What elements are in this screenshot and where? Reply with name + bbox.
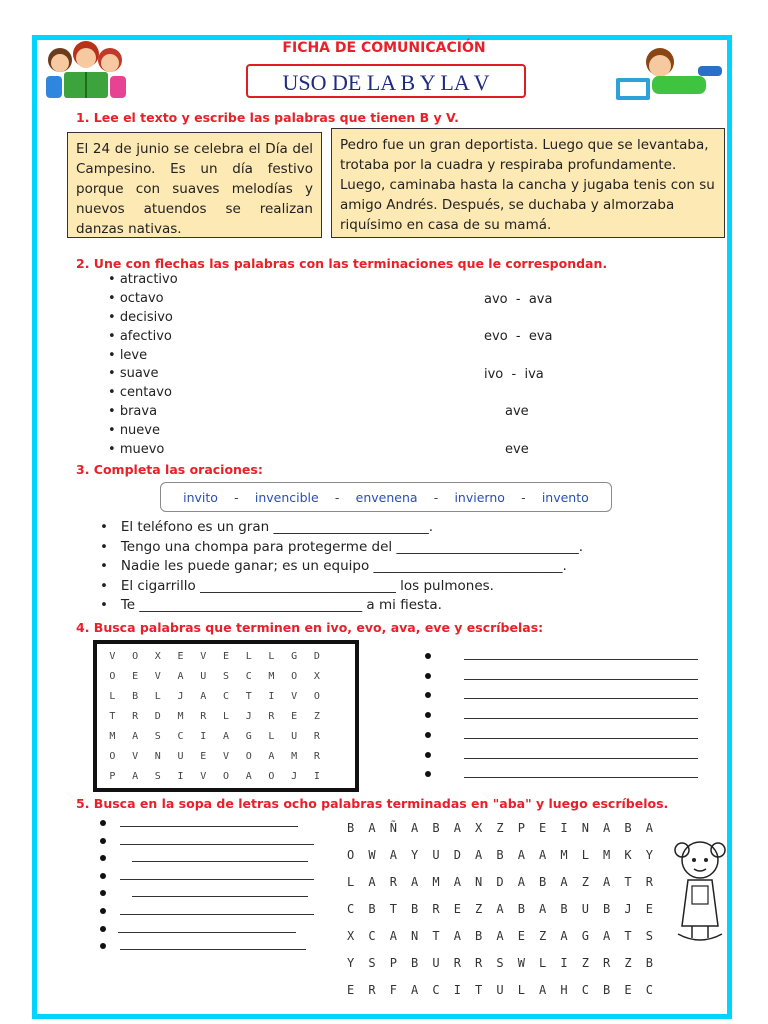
girl-illustration <box>672 838 728 946</box>
grid-letter: H <box>560 983 568 998</box>
q2-label: 2. Une con flechas las palabras con las terminaciones que le correspondan. <box>76 256 608 271</box>
grid-letter: P <box>109 770 116 782</box>
grid-letter: W <box>517 956 525 971</box>
grid-letter: U <box>177 750 184 762</box>
grid-letter: L <box>581 847 589 862</box>
q2-ending: avo - ava <box>484 292 553 307</box>
grid-letter: O <box>222 770 229 782</box>
grid-letter: I <box>200 730 207 742</box>
grid-letter: A <box>389 847 397 862</box>
q3-sentence: • El cigarrillo _____________________________ los pulmones. <box>100 577 494 594</box>
grid-letter: Y <box>347 956 355 971</box>
grid-letter: A <box>368 820 376 835</box>
grid-letter: A <box>411 983 419 998</box>
bullet-dot <box>425 732 431 738</box>
bullet-dot <box>425 673 431 679</box>
grid-letter: G <box>291 650 298 662</box>
answer-line[interactable] <box>464 698 698 699</box>
grid-letter: L <box>517 983 525 998</box>
grid-letter: N <box>581 820 589 835</box>
grid-letter: T <box>624 929 632 944</box>
grid-letter: X <box>154 650 161 662</box>
grid-letter: L <box>245 650 252 662</box>
answer-line[interactable] <box>118 932 296 933</box>
bank-word: invencible <box>254 489 319 505</box>
grid-letter: M <box>603 847 611 862</box>
grid-letter: B <box>411 901 419 916</box>
grid-letter: O <box>109 670 116 682</box>
word-search-grid-1 <box>93 640 359 792</box>
grid-letter: A <box>517 847 525 862</box>
grid-letter: A <box>389 929 397 944</box>
grid-letter: I <box>453 983 461 998</box>
grid-letter: R <box>475 956 483 971</box>
grid-letter: N <box>475 874 483 889</box>
grid-letter: X <box>313 670 320 682</box>
bullet-dot <box>100 820 106 826</box>
grid-letter: A <box>539 847 547 862</box>
grid-letter: V <box>200 770 207 782</box>
grid-letter: I <box>560 956 568 971</box>
grid-letter: C <box>368 929 376 944</box>
grid-letter: V <box>109 650 116 662</box>
grid-letter: A <box>132 730 139 742</box>
grid-letter: C <box>347 901 355 916</box>
q2-word: • nueve <box>108 423 160 439</box>
grid-letter: N <box>411 929 419 944</box>
grid-letter: V <box>132 750 139 762</box>
q3-sentence: • El teléfono es un gran _______________________. <box>100 519 434 535</box>
grid-letter: B <box>368 901 376 916</box>
q2-word: • centavo <box>108 385 172 401</box>
grid-letter: A <box>539 901 547 916</box>
grid-letter: P <box>517 820 525 835</box>
grid-letter: B <box>603 901 611 916</box>
grid-letter: B <box>475 929 483 944</box>
bank-separator: - <box>433 489 439 505</box>
grid-letter: Ñ <box>389 820 397 835</box>
grid-letter: O <box>245 750 252 762</box>
grid-letter: E <box>200 750 207 762</box>
answer-line[interactable] <box>132 861 308 862</box>
grid-letter: A <box>268 750 275 762</box>
grid-letter: M <box>432 874 440 889</box>
grid-letter: D <box>313 650 320 662</box>
grid-letter: U <box>432 956 440 971</box>
bank-word: invento <box>541 489 589 505</box>
grid-letter: E <box>645 901 653 916</box>
grid-letter: A <box>560 874 568 889</box>
grid-letter: R <box>200 710 207 722</box>
grid-letter <box>328 726 351 746</box>
grid-letter: U <box>200 670 207 682</box>
answer-line[interactable] <box>464 758 698 759</box>
grid-letter: Z <box>581 874 589 889</box>
grid-letter <box>328 646 351 666</box>
grid-letter: V <box>154 670 161 682</box>
grid-letter: A <box>539 983 547 998</box>
answer-line[interactable] <box>120 949 306 950</box>
grid-letter <box>328 746 351 766</box>
q3-sentence: • Nadie les puede ganar; es un equipo ____________________________. <box>100 558 567 574</box>
grid-letter: V <box>222 750 229 762</box>
q2-word: • atractivo <box>108 272 178 287</box>
grid-letter: P <box>389 956 397 971</box>
bullet-dot <box>100 908 106 914</box>
grid-letter: T <box>245 690 252 702</box>
grid-letter: M <box>268 670 275 682</box>
grid-letter: U <box>432 847 440 862</box>
grid-letter: B <box>603 983 611 998</box>
grid-letter: O <box>109 750 116 762</box>
word-search-grid-2 <box>340 814 660 1004</box>
answer-line[interactable] <box>132 896 308 897</box>
grid-letter: J <box>291 770 298 782</box>
worksheet-subtitle: FICHA DE COMUNICACIÓN <box>282 40 486 56</box>
grid-letter: L <box>268 650 275 662</box>
grid-letter: F <box>389 983 397 998</box>
grid-letter: B <box>624 820 632 835</box>
grid-letter: B <box>517 901 525 916</box>
grid-letter: M <box>291 750 298 762</box>
grid-letter: O <box>347 847 355 862</box>
bank-separator: - <box>234 489 239 505</box>
q1-text-left: El 24 de junio se celebra el Día del Campesino. Es un día festivo porque con suaves melodías y nuevos atuendos se realizan danzas nativas. <box>67 132 322 238</box>
grid-letter: R <box>268 710 275 722</box>
grid-letter <box>328 766 351 786</box>
grid-letter: R <box>132 710 139 722</box>
grid-letter: G <box>245 730 252 742</box>
grid-letter: W <box>368 847 376 862</box>
answer-line[interactable] <box>464 659 698 660</box>
grid-letter: I <box>268 690 275 702</box>
grid-letter: Y <box>645 847 653 862</box>
grid-letter: A <box>496 901 504 916</box>
grid-letter: B <box>560 901 568 916</box>
grid-letter: R <box>432 901 440 916</box>
grid-letter: E <box>132 670 139 682</box>
grid-letter: D <box>496 874 504 889</box>
grid-letter: C <box>222 690 229 702</box>
q2-word: • suave <box>108 366 159 382</box>
grid-letter: A <box>603 929 611 944</box>
q3-sentence: • Te _________________________________ a mi fiesta. <box>100 597 442 613</box>
grid-letter: A <box>517 874 525 889</box>
grid-letter: Z <box>539 929 547 944</box>
grid-letter: S <box>368 956 376 971</box>
grid-letter: D <box>453 847 461 862</box>
q2-word: • afectivo <box>108 328 172 344</box>
q2-word-list <box>108 272 178 461</box>
grid-letter <box>328 686 351 706</box>
grid-letter: S <box>645 929 653 944</box>
grid-letter: T <box>389 901 397 916</box>
grid-letter: L <box>154 690 161 702</box>
grid-letter: A <box>177 670 184 682</box>
q1-text-right: Pedro fue un gran deportista. Luego que se levantaba, trotaba por la cuadra y respiraba profundamente. Luego, caminaba hasta la cancha y jugaba tenis con su amigo Andrés. Después, se duchaba y almorzaba riquísimo en casa de su mamá. <box>331 128 725 238</box>
bullet-dot <box>100 838 106 844</box>
grid-letter: T <box>624 874 632 889</box>
grid-letter: E <box>624 983 632 998</box>
grid-letter: E <box>222 650 229 662</box>
grid-letter: B <box>132 690 139 702</box>
grid-letter: A <box>603 874 611 889</box>
bank-word: invito <box>183 489 218 505</box>
bullet-dot <box>100 926 106 932</box>
grid-letter: O <box>313 690 320 702</box>
bank-word: envenena <box>355 489 418 505</box>
grid-letter <box>328 666 351 686</box>
grid-letter: A <box>368 874 376 889</box>
grid-letter: E <box>347 983 355 998</box>
grid-letter: Y <box>411 847 419 862</box>
grid-letter: B <box>432 820 440 835</box>
word-bank <box>160 482 612 512</box>
grid-letter: O <box>291 670 298 682</box>
grid-letter: A <box>245 770 252 782</box>
grid-letter: N <box>154 750 161 762</box>
grid-letter: C <box>245 670 252 682</box>
grid-letter: E <box>539 820 547 835</box>
grid-letter: E <box>177 650 184 662</box>
grid-letter: O <box>132 650 139 662</box>
grid-letter: E <box>453 901 461 916</box>
grid-letter: S <box>154 730 161 742</box>
grid-letter: S <box>222 670 229 682</box>
bank-separator: - <box>334 489 340 505</box>
q3-sentence-list <box>100 519 583 617</box>
q2-ending: ivo - iva <box>484 367 544 382</box>
answer-line[interactable] <box>464 738 698 739</box>
grid-letter: A <box>132 770 139 782</box>
q2-ending: eve <box>505 442 529 457</box>
grid-letter: R <box>368 983 376 998</box>
grid-letter: R <box>645 874 653 889</box>
grid-letter: A <box>645 820 653 835</box>
grid-letter: L <box>222 710 229 722</box>
answer-line[interactable] <box>464 777 698 778</box>
grid-letter: B <box>347 820 355 835</box>
grid-letter: C <box>645 983 653 998</box>
answer-line[interactable] <box>464 679 698 680</box>
grid-letter: J <box>245 710 252 722</box>
grid-letter: Z <box>624 956 632 971</box>
grid-letter: A <box>411 874 419 889</box>
grid-letter: A <box>222 730 229 742</box>
grid-letter: A <box>560 929 568 944</box>
grid-letter: M <box>560 847 568 862</box>
worksheet-title: USO DE LA B Y LA V <box>246 64 526 98</box>
grid-letter: D <box>154 710 161 722</box>
grid-letter: S <box>496 956 504 971</box>
grid-letter: T <box>432 929 440 944</box>
q2-ending: ave <box>505 404 529 419</box>
grid-letter: I <box>560 820 568 835</box>
grid-letter: J <box>177 690 184 702</box>
bank-word: invierno <box>454 489 505 505</box>
grid-letter <box>328 706 351 726</box>
grid-letter: E <box>517 929 525 944</box>
grid-letter: R <box>313 750 320 762</box>
grid-letter: R <box>453 956 461 971</box>
grid-letter: M <box>177 710 184 722</box>
grid-letter: I <box>313 770 320 782</box>
bank-separator: - <box>521 489 526 505</box>
bullet-dot <box>100 873 106 879</box>
answer-line[interactable] <box>120 879 314 880</box>
grid-letter: A <box>475 847 483 862</box>
grid-letter: A <box>496 929 504 944</box>
answer-line[interactable] <box>120 844 314 845</box>
q2-word: • leve <box>108 347 148 363</box>
grid-letter: B <box>539 874 547 889</box>
grid-letter: U <box>291 730 298 742</box>
grid-letter: B <box>411 956 419 971</box>
grid-letter: L <box>539 956 547 971</box>
q2-ending: evo - eva <box>484 329 553 344</box>
q2-word: • muevo <box>108 442 165 458</box>
bullet-dot <box>425 653 431 659</box>
grid-letter: Z <box>496 820 504 835</box>
grid-letter: L <box>109 690 116 702</box>
grid-letter: J <box>624 901 632 916</box>
grid-letter: R <box>603 956 611 971</box>
q2-word: • brava <box>108 404 158 420</box>
q2-word: • octavo <box>108 290 164 306</box>
grid-letter: K <box>624 847 632 862</box>
grid-letter: E <box>291 710 298 722</box>
grid-letter: B <box>496 847 504 862</box>
grid-letter: A <box>411 820 419 835</box>
grid-letter: S <box>154 770 161 782</box>
grid-letter: A <box>453 874 461 889</box>
grid-letter: L <box>347 874 355 889</box>
grid-letter: A <box>200 690 207 702</box>
grid-letter: A <box>603 820 611 835</box>
grid-letter: X <box>347 929 355 944</box>
q3-label: 3. Completa las oraciones: <box>76 462 263 477</box>
grid-letter: R <box>313 730 320 742</box>
grid-letter: A <box>453 929 461 944</box>
grid-letter: V <box>200 650 207 662</box>
q2-word: • decisivo <box>108 309 173 325</box>
grid-letter: Z <box>475 901 483 916</box>
answer-line[interactable] <box>464 718 698 719</box>
grid-letter: U <box>496 983 504 998</box>
grid-letter: B <box>645 956 653 971</box>
grid-letter: X <box>475 820 483 835</box>
grid-letter: M <box>109 730 116 742</box>
grid-letter: L <box>268 730 275 742</box>
grid-letter: V <box>291 690 298 702</box>
grid-letter: C <box>177 730 184 742</box>
grid-letter: Z <box>581 956 589 971</box>
answer-line[interactable] <box>120 826 298 827</box>
grid-letter: R <box>389 874 397 889</box>
grid-letter: T <box>109 710 116 722</box>
grid-letter: U <box>581 901 589 916</box>
grid-letter: C <box>432 983 440 998</box>
grid-letter: G <box>581 929 589 944</box>
q1-label: 1. Lee el texto y escribe las palabras que tienen B y V. <box>76 110 459 125</box>
q3-sentence: • Tengo una chompa para protegerme del ___________________________. <box>100 538 584 555</box>
grid-letter: T <box>475 983 483 998</box>
q4-label: 4. Busca palabras que terminen en ivo, evo, ava, eve y escríbelas: <box>76 620 544 635</box>
bullet-dot <box>425 752 431 758</box>
grid-letter: O <box>268 770 275 782</box>
grid-letter: Z <box>313 710 320 722</box>
answer-line[interactable] <box>120 914 314 915</box>
q5-label: 5. Busca en la sopa de letras ocho palabras terminadas en "aba" y luego escríbelos. <box>76 796 669 811</box>
grid-letter: I <box>177 770 184 782</box>
grid-letter: C <box>581 983 589 998</box>
grid-letter: A <box>453 820 461 835</box>
